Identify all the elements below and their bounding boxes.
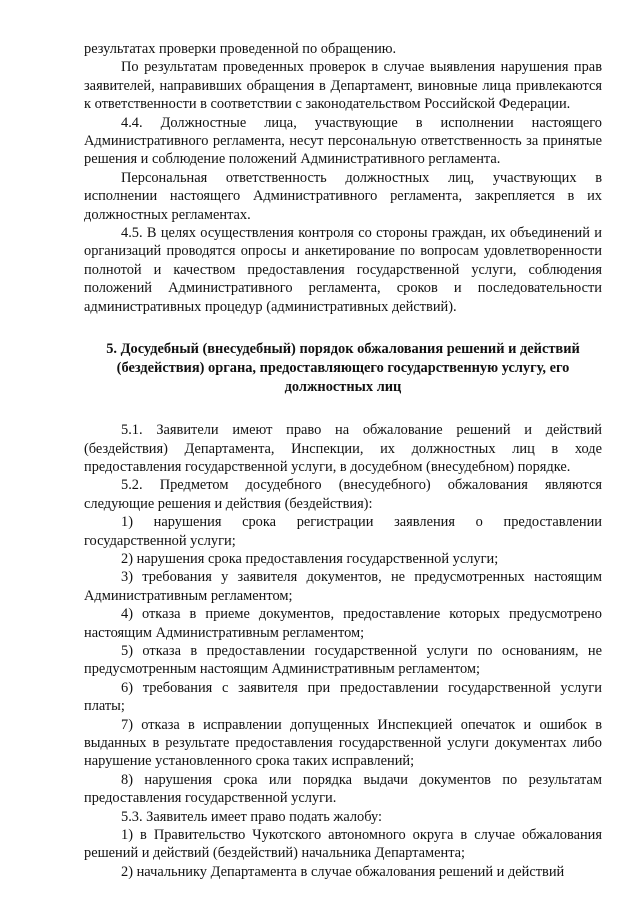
- paragraph-5-3: 5.3. Заявитель имеет право подать жалобу:: [121, 808, 383, 825]
- paragraph-violation-liability: По результатам проведенных проверок в случае выявления нарушения прав заявителей, направивших обращения в Департамент, виновные лица привлекаются к ответственности в соответствии с законодательством Российской Федерации.: [84, 59, 602, 113]
- list-item-5-2-5: 5) отказа в предоставлении государственной услуги по основаниям, не предусмотренным настоящим Административным регламентом;: [84, 642, 602, 678]
- list-item-5-2-2: 2) нарушения срока предоставления государственной услуги;: [121, 550, 499, 567]
- list-item-5-2-6: 6) требования с заявителя при предоставлении государственной услуги платы;: [84, 679, 602, 715]
- list-item-5-2-7: 7) отказа в исправлении допущенных Инспекцией опечаток и ошибок в выданных в результате предоставления государственной услуги документах либо нарушение установленного срока таких исправлений;: [84, 716, 602, 770]
- paragraph-5-2: 5.2. Предметом досудебного (внесудебного) обжалования являются следующие решения и действия (бездействия):: [84, 477, 602, 512]
- section-5-heading: 5. Досудебный (внесудебный) порядок обжалования решений и действий (бездействия) органа, предоставляющего государственную услугу, его должностных лиц: [106, 341, 580, 396]
- paragraph-4-5: 4.5. В целях осуществления контроля со стороны граждан, их объединений и организаций проводятся опросы и анкетирование по вопросам удовлетворенности полнотой и качеством предоставления государственной услуги, соблюдения положений Административного регламента, сроков и последовательности административных процедур (административных действий).: [84, 225, 602, 315]
- paragraph-4-4: 4.4. Должностные лица, участвующие в исполнении настоящего Административного регламента, несут персональную ответственность за принятые решения и соблюдение положений Административного регламента.: [84, 114, 602, 168]
- list-item-5-3-2: 2) начальнику Департамента в случае обжалования решений и действий: [121, 863, 565, 880]
- paragraph-continuation: результатах проверки проведенной по обращению.: [84, 41, 397, 57]
- list-item-5-2-1: 1) нарушения срока регистрации заявления о предоставлении государственной услуги;: [84, 514, 602, 549]
- list-item-5-2-8: 8) нарушения срока или порядка выдачи документов по результатам предоставления государственной услуги.: [84, 771, 602, 807]
- list-item-5-2-3: 3) требования у заявителя документов, не предусмотренных настоящим Административным регламентом;: [84, 569, 602, 604]
- paragraph-personal-responsibility: Персональная ответственность должностных лиц, участвующих в исполнении настоящего Административного регламента, закрепляется в их должностных регламентах.: [84, 169, 602, 223]
- paragraph-5-1: 5.1. Заявители имеют право на обжалование решений и действий (бездействия) Департамента, Инспекции, их должностных лиц в ходе предоставления государственной услуги, в досудебном (внесудебном) порядке.: [84, 422, 602, 475]
- list-item-5-2-4: 4) отказа в приеме документов, предоставление которых предусмотрено настоящим Административным регламентом;: [84, 606, 602, 641]
- list-item-5-3-1: 1) в Правительство Чукотского автономного округа в случае обжалования решений и действий (бездействий) начальника Департамента;: [84, 827, 602, 862]
